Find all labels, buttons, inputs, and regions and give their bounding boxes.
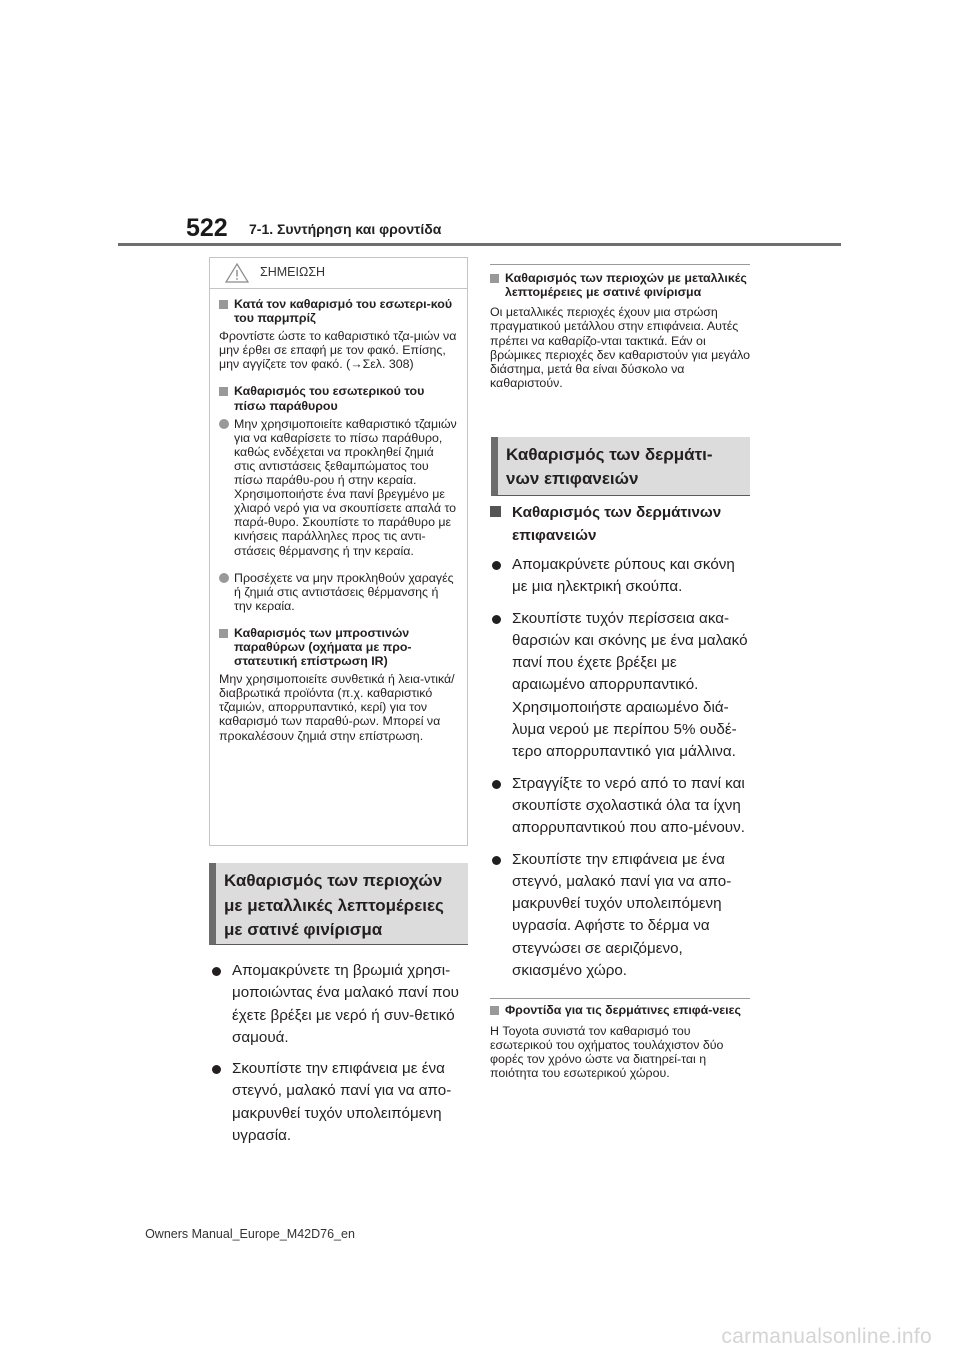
watermark: carmanualsonline.info — [721, 1325, 932, 1348]
list-item-text: Σκουπίστε την επιφάνεια με ένα στεγνό, μαλακό πανί για να απο-μακρυνθεί τυχόν υπολειπόμενη υγρασία. — [232, 1060, 452, 1145]
square-bullet-icon — [219, 387, 228, 396]
list-item-text: Απομακρύνετε τη βρωμιά χρησι-μοποιώντας ένα μαλακό πανί που έχετε βρέξει με νερό ή συν-θετικό σαμουά. — [232, 962, 459, 1046]
subheading — [490, 272, 750, 299]
satin-metal-info — [490, 272, 750, 390]
list-item — [490, 608, 752, 764]
note-subheading — [219, 384, 458, 412]
note-bullet — [219, 571, 458, 613]
round-bullet-icon — [492, 856, 501, 865]
page-number: 522 — [186, 214, 228, 242]
section-title: 7-1. Συντήρηση και φροντίδα — [249, 221, 442, 237]
subheading-text: Καθαρισμός των περιοχών με μεταλλικές λεπτομέρειες με σατινέ φινίρισμα — [505, 271, 747, 299]
square-bullet-icon — [490, 506, 501, 517]
note-paragraph: Φροντίστε ώστε το καθαριστικό τζα-μιών να μην έρθει σε επαφή με τον φακό. Επίσης, μην αγγίζετε τον φακό. (→Σελ. 308) — [219, 329, 457, 372]
heading-line: νων επιφανειών — [506, 469, 639, 488]
divider — [490, 264, 750, 265]
subheading — [490, 1004, 752, 1018]
note-bullet — [219, 417, 458, 558]
note-bullet-text: Μην χρησιμοποιείτε καθαριστικό τζαμιών για να καθαρίσετε το πίσω παράθυρο, καθώς ενδέχεται να προκληθεί ζημιά στις αντιστάσεις ξεθαμπώματος του πίσω παράθυ-ρου ή στην κεραία. Χρησιμοποιήστε ένα πανί βρεγμένο με χλιαρό νερό για να σκουπίσετε απαλά το παρά-θυρο. Σκουπίστε το παράθυρο με κινήσεις παράλληλες προς τις αντι-στάσεις θέρμανσης ή την κεραία. — [234, 416, 457, 558]
leather-steps — [490, 501, 752, 991]
square-bullet-icon — [219, 300, 228, 309]
subheading-text: Φροντίδα για τις δερμάτινες επιφά-νειες — [505, 1003, 741, 1017]
section-heading-satin-metal — [209, 863, 468, 945]
section-heading-leather — [491, 437, 750, 496]
subheading — [490, 501, 752, 547]
note-subheading-text: Καθαρισμός των μπροστινών παραθύρων (οχήματα με προ-στατευτική επίστρωση IR) — [234, 625, 412, 669]
leather-list — [490, 554, 752, 982]
list-item — [490, 773, 752, 840]
subheading-text: Καθαρισμός των δερμάτινων επιφανειών — [512, 504, 722, 544]
footer-manual-id: Owners Manual_Europe_M42D76_en — [145, 1227, 355, 1241]
list-item-text: Σκουπίστε την επιφάνεια με ένα στεγνό, μαλακό πανί για να απο-μακρυνθεί τυχόν υπολειπόμενη υγρασία. Αφήστε το δέρμα να στεγνώσει σε αεριζόμενο, σκιασμένο χώρο. — [512, 850, 732, 980]
heading-line: με σατινέ φινίρισμα — [224, 920, 383, 939]
note-header — [210, 258, 467, 289]
round-bullet-icon — [492, 561, 501, 570]
round-bullet-icon — [492, 780, 501, 789]
note-paragraph: Μην χρησιμοποιείτε συνθετικά ή λεια-ντικά/διαβρωτικά προϊόντα (π.χ. καθαριστικό τζαμιών, απορρυπαντικό, κερί) για τον καθαρισμό των παραθύ-ρων. Μπορεί να προκαλέσουν ζημιά στην επίστρωση. — [219, 672, 455, 743]
list-item — [210, 960, 468, 1049]
satin-metal-steps — [210, 960, 468, 1156]
note-subheading — [219, 626, 458, 668]
round-bullet-icon — [219, 419, 229, 429]
list-item-text: Απομακρύνετε ρύπους και σκόνη με μια ηλεκτρική σκούπα. — [512, 556, 735, 596]
note-subheading-text: Κατά τον καθαρισμό του εσωτερι-κού του παρμπρίζ — [234, 297, 453, 326]
heading-line: Καθαρισμός των περιοχών — [224, 871, 443, 890]
note-body — [210, 289, 467, 743]
list-item — [210, 1058, 468, 1147]
square-bullet-icon — [490, 274, 499, 283]
paragraph: Οι μεταλλικές περιοχές έχουν μια στρώση πραγματικού μετάλλου στην επιφάνεια. Αυτές πρέπει να καθαρίζο-νται τακτικά. Εάν οι βρώμικες περιοχές δεν καθαριστούν για μεγάλο διάστημα, μετά θα είναι δύσκολο να καθαριστούν. — [490, 305, 751, 391]
list-item — [490, 554, 752, 599]
note-subheading — [219, 297, 458, 325]
heading-line: Καθαρισμός των δερμάτι- — [506, 445, 713, 464]
list-item-text: Σκουπίστε τυχόν περίσσεια ακα-θαρσιών και σκόνης με ένα μαλακό πανί που έχετε βρέξει με αραιωμένο απορρυπαντικό. Χρησιμοποιήστε αραιωμένο διά-λυμα νερού με περίπου 5% ουδέ-τερο απορρυπαντικό για μάλλινα. — [512, 609, 748, 761]
round-bullet-icon — [212, 1065, 221, 1074]
square-bullet-icon — [219, 629, 228, 638]
round-bullet-icon — [219, 573, 229, 583]
round-bullet-icon — [492, 615, 501, 624]
paragraph: Η Toyota συνιστά τον καθαρισμό του εσωτερικού του οχήματος τουλάχιστον δύο φορές τον χρόνο ώστε να διατηρεί-ται η ποιότητα του εσωτερικού χώρου. — [490, 1023, 724, 1081]
list-item-text: Στραγγίξτε το νερό από το πανί και σκουπίστε σχολαστικά όλα τα ίχνη απορρυπαντικού που απο-μένουν. — [512, 774, 745, 837]
list-item — [490, 849, 752, 983]
warning-triangle-icon — [225, 263, 249, 283]
note-bullet-text: Προσέχετε να μην προκληθούν χαραγές ή ζημιά στις αντιστάσεις θέρμανσης ή την κεραία. — [234, 570, 454, 613]
header-rule — [118, 243, 841, 246]
leather-care-info — [490, 1004, 752, 1080]
round-bullet-icon — [212, 967, 221, 976]
note-subheading-text: Καθαρισμός του εσωτερικού του πίσω παράθυρου — [234, 384, 425, 413]
square-bullet-icon — [490, 1006, 499, 1015]
note-box — [209, 257, 468, 846]
note-title: ΣΗΜΕΙΩΣΗ — [260, 265, 326, 279]
heading-line: με μεταλλικές λεπτομέρειες — [224, 895, 444, 915]
divider — [490, 998, 750, 999]
